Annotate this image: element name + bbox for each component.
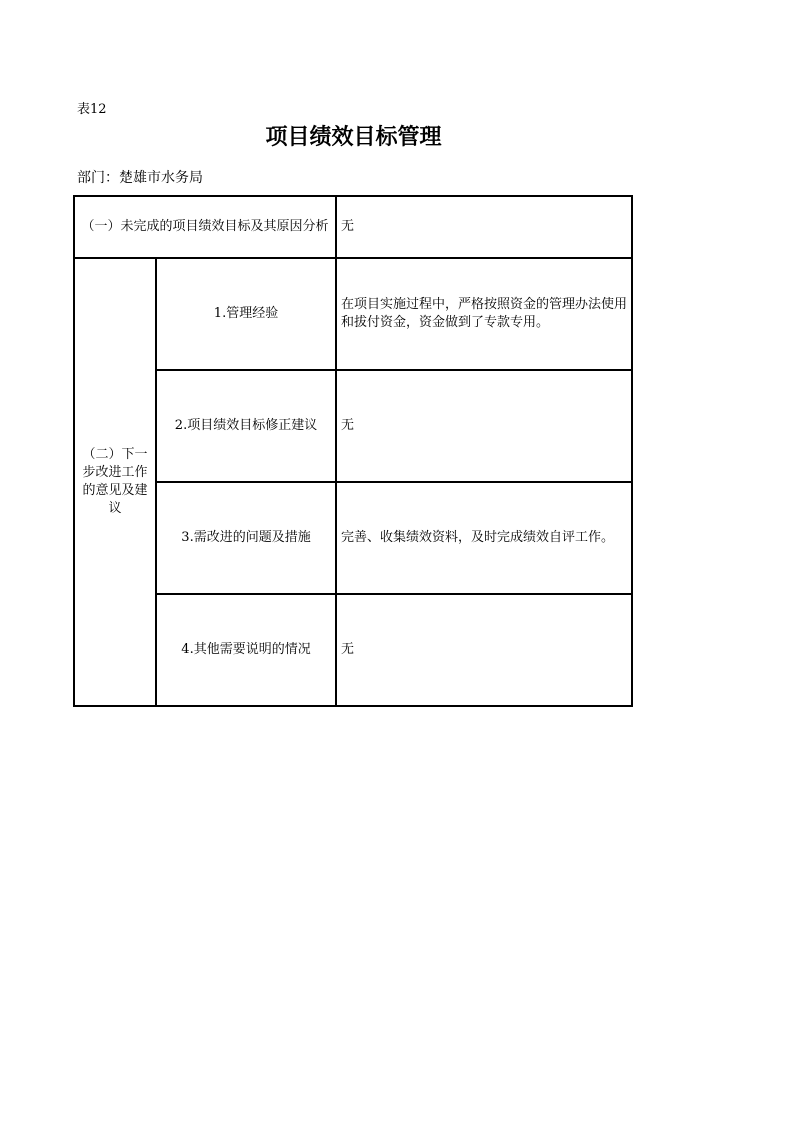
improvement-section-label: （二）下一步改进工作的意见及建议 [74,258,156,706]
goal-revision-label: 2.项目绩效目标修正建议 [156,370,336,482]
management-experience-label: 1.管理经验 [156,258,336,370]
table-row [74,258,632,370]
issues-measures-value: 完善、收集绩效资料，及时完成绩效自评工作。 [336,482,632,594]
goal-revision-value: 无 [336,370,632,482]
table-row [74,370,632,482]
issues-measures-label: 3.需改进的问题及措施 [156,482,336,594]
table-row [74,482,632,594]
unfinished-goals-label: （一）未完成的项目绩效目标及其原因分析 [74,196,336,258]
performance-table [73,195,633,707]
unfinished-goals-value: 无 [336,196,632,258]
department-label: 部门：楚雄市水务局 [77,170,203,186]
other-notes-label: 4.其他需要说明的情况 [156,594,336,706]
page-title: 项目绩效目标管理 [265,125,442,150]
table-row [74,196,632,258]
table-number: 表12 [77,102,107,117]
management-experience-value: 在项目实施过程中，严格按照资金的管理办法使用和拔付资金，资金做到了专款专用。 [336,258,632,370]
other-notes-value: 无 [336,594,632,706]
table-row [74,594,632,706]
